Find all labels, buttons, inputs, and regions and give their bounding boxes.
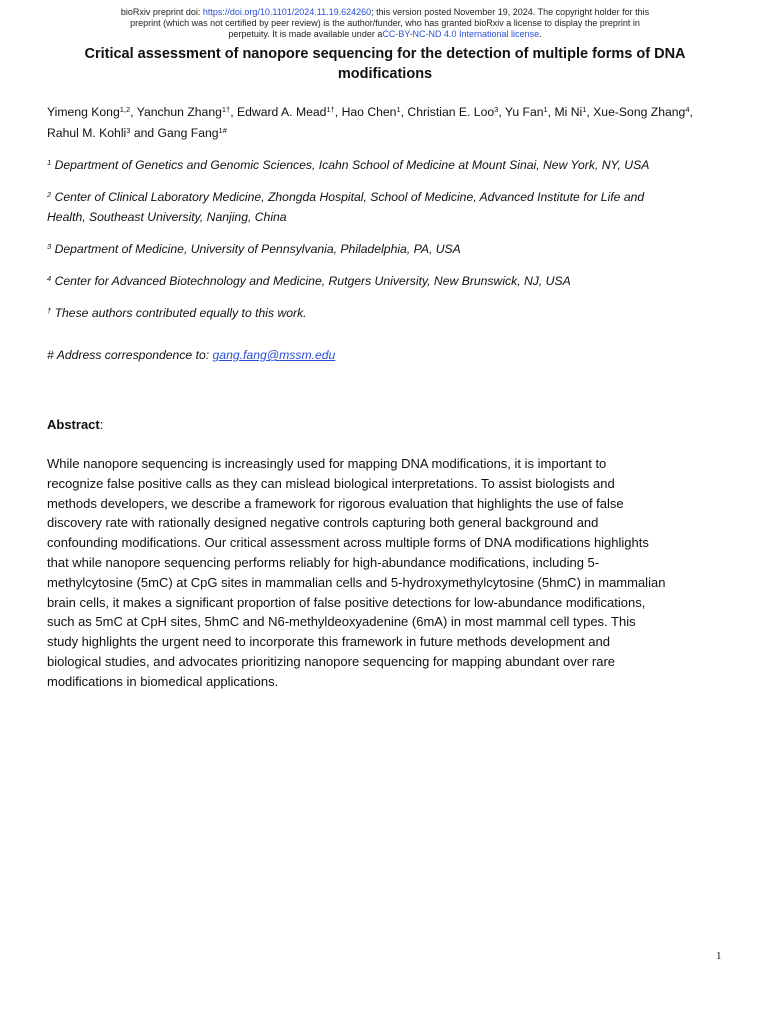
affiliation-text: These authors contributed equally to this work. <box>54 306 307 320</box>
affiliation-mark: † <box>47 306 52 315</box>
affiliation-1 <box>47 155 727 175</box>
abstract-heading-text: Abstract <box>47 417 100 432</box>
abstract-line: study highlights the urgent need to incorporate this framework in future methods development and <box>47 634 610 650</box>
author-affiliation-mark: 3 <box>126 126 131 135</box>
affiliation-4 <box>47 271 727 291</box>
abstract-heading <box>47 415 103 435</box>
notice-prefix: bioRxiv preprint doi: <box>120 7 203 17</box>
abstract-line: modifications in biomedical applications. <box>47 673 279 689</box>
abstract-line: recognize false positive calls as they can mislead biological interpretations. To assist biologists and <box>47 475 615 491</box>
author-name: Yanchun Zhang <box>136 105 222 119</box>
author-name: Edward A. Mead <box>237 105 327 119</box>
notice-line2: preprint (which was not certified by peer review) is the author/funder, who has granted bioRxiv a license to display the preprint in <box>130 18 640 28</box>
affiliation-mark: 3 <box>47 242 52 251</box>
abstract-line: brain cells, it makes a significant proportion of false positive detections for low-abundance modifications, <box>47 594 646 610</box>
author-separator: , <box>498 105 505 119</box>
author-affiliation-mark: 1# <box>218 126 227 135</box>
author-separator: , <box>230 105 238 119</box>
abstract-line: such as 5mC at CpH sites, 5hmC and N6-methyldeoxyadenine (6mA) in most mammal cell types. This <box>47 614 636 630</box>
author-list <box>47 102 727 144</box>
affiliation-text: Center of Clinical Laboratory Medicine, Zhongda Hospital, School of Medicine, Advanced Institute for Life and <box>54 190 645 204</box>
author-name: Gang Fang <box>157 126 219 140</box>
abstract-line: methods developers, we describe a framework for rigorous evaluation that highlights the use of false <box>47 495 624 511</box>
abstract-line: methylcytosine (5mC) at CpG sites in mammalian cells and 5-hydroxymethylcytosine (5hmC) in mammalian <box>47 574 666 590</box>
affiliation-text-continued: Health, Southeast University, Nanjing, China <box>47 210 287 224</box>
author-separator: , <box>400 105 408 119</box>
author-name: Yimeng Kong <box>47 105 120 119</box>
abstract-line: While nanopore sequencing is increasingly used for mapping DNA modifications, it is important to <box>47 456 607 471</box>
abstract-line: confounding modifications. Our critical assessment across multiple forms of DNA modifications highlights <box>47 535 649 551</box>
correspondence-label: # Address correspondence to: <box>47 348 213 362</box>
equal-contribution-note <box>47 303 727 323</box>
author-separator: , <box>689 105 693 119</box>
abstract-heading-colon: : <box>99 417 104 432</box>
author-separator: and <box>130 126 158 140</box>
doi-link[interactable]: https://doi.org/10.1101/2024.11.19.624260 <box>202 7 372 17</box>
author-name: Xue-Song Zhang <box>593 105 686 119</box>
author-name: Christian E. Loo <box>407 105 495 119</box>
notice-line1-rest: ; this version posted November 19, 2024. The copyright holder for this <box>371 7 650 17</box>
author-affiliation-mark: 1,2 <box>119 105 131 114</box>
author-affiliation-mark: 1 <box>396 105 401 114</box>
title-line-1: Critical assessment of nanopore sequencing for the detection of multiple forms of DNA <box>84 46 686 62</box>
paper-title <box>40 44 730 84</box>
affiliation-mark: 1 <box>47 158 52 167</box>
license-link[interactable]: CC-BY-NC-ND 4.0 International license <box>382 29 540 39</box>
author-affiliation-mark: 1† <box>221 105 231 114</box>
preprint-notice <box>60 7 710 40</box>
author-separator: , <box>586 105 594 119</box>
affiliation-text: Department of Medicine, University of Pennsylvania, Philadelphia, PA, USA <box>54 242 461 256</box>
abstract-line: discovery rate with rationally designed negative controls capturing both general background and <box>47 515 599 531</box>
affiliation-text: Center for Advanced Biotechnology and Medicine, Rutgers University, New Brunswick, NJ, USA <box>54 274 571 288</box>
author-separator: , <box>334 105 342 119</box>
page-number: 1 <box>716 950 722 962</box>
abstract-line: biological studies, and advocates prioritizing nanopore sequencing for mapping abundant over rare <box>47 653 616 669</box>
author-name: Hao Chen <box>341 105 397 119</box>
email-link[interactable]: gang.fang@mssm.edu <box>212 348 336 362</box>
author-affiliation-mark: 1† <box>326 105 335 114</box>
author-name: Yu Fan <box>504 105 544 119</box>
affiliation-text: Department of Genetics and Genomic Sciences, Icahn School of Medicine at Mount Sinai, New York, NY, USA <box>54 158 650 172</box>
author-name: Mi Ni <box>554 105 583 119</box>
author-affiliation-mark: 1 <box>582 105 587 114</box>
notice-line3-suffix: . <box>539 29 542 39</box>
author-affiliation-mark: 4 <box>685 105 690 114</box>
affiliation-mark: 4 <box>47 274 52 283</box>
author-separator: , <box>130 105 137 119</box>
correspondence <box>47 345 727 365</box>
author-affiliation-mark: 1 <box>543 105 548 114</box>
abstract-line: that while nanopore sequencing performs reliably for high-abundance modifications, including 5- <box>47 554 600 570</box>
notice-line3-prefix: perpetuity. It is made available under a <box>228 29 383 39</box>
abstract-body <box>47 454 737 692</box>
author-separator: , <box>547 105 555 119</box>
affiliation-mark: 2 <box>47 190 52 199</box>
title-line-2: modifications <box>337 66 433 82</box>
affiliation-2 <box>47 187 727 227</box>
author-affiliation-mark: 3 <box>494 105 499 114</box>
affiliation-3 <box>47 239 727 259</box>
author-name: Rahul M. Kohli <box>47 126 127 140</box>
